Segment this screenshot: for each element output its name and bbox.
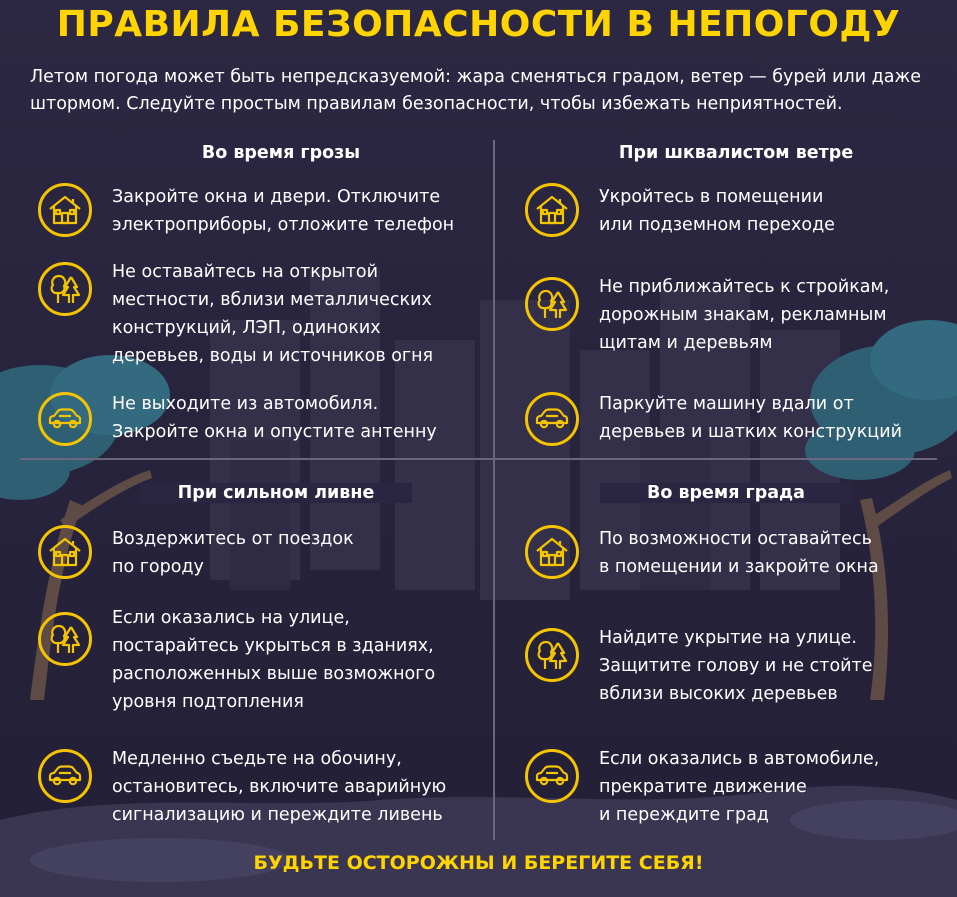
car-icon [38,392,92,446]
thunderstorm-item-2-text: Не оставайтесь на открытой местности, вблизи металлических конструкций, ЛЭП, одиноких деревьев, воды и источников огня [112,262,434,366]
section-hail-title: Во время града [600,483,852,503]
section-thunderstorm-title: Во время грозы [150,143,412,163]
house-icon [38,525,92,579]
car-icon [38,749,92,803]
thunderstorm-item-2 [38,258,433,370]
trees-icon [525,277,579,331]
car-icon [525,392,579,446]
house-icon [525,525,579,579]
downpour-item-1 [38,525,354,581]
trees-icon [38,612,92,666]
thunderstorm-item-1 [38,183,454,239]
downpour-item-3-text: Медленно съедьте на обочину, остановитесь, включите аварийную сигнализацию и переждите ливень [112,749,447,825]
squall-item-3-text: Паркуйте машину вдали от деревьев и шатких конструкций [599,394,902,442]
trees-icon [525,628,579,682]
squall-item-3 [525,390,902,446]
hail-item-2-text: Найдите укрытие на улице. Защитите голову и не стойте вблизи высоких деревьев [599,628,873,704]
squall-item-1-text: Укройтесь в помещении или подземном переходе [599,187,835,235]
horizontal-divider [20,458,937,460]
page-title: ПРАВИЛА БЕЗОПАСНОСТИ В НЕПОГОДУ [56,4,901,45]
hail-item-1 [525,525,879,581]
intro-text: Летом погода может быть непредсказуемой: жара сменяться градом, ветер — бурей или даже штормом. Следуйте простым правилам безопасности, чтобы избежать неприятностей. [30,67,922,114]
downpour-item-2-text: Если оказались на улице, постарайтесь укрыться в зданиях, расположенных выше возможного уровня подтопления [112,608,436,712]
hail-item-3-text: Если оказались в автомобиле, прекратите движение и переждите град [599,749,880,825]
vertical-divider [493,140,495,840]
house-icon [525,183,579,237]
squall-item-2-text: Не приближайтесь к стройкам, дорожным знакам, рекламным щитам и деревьям [599,277,890,353]
squall-item-2 [525,273,889,357]
footer-slogan: БУДЬТЕ ОСТОРОЖНЫ И БЕРЕГИТЕ СЕБЯ! [253,852,704,874]
house-icon [38,183,92,237]
hail-item-2 [525,624,872,708]
downpour-item-2 [38,604,435,716]
thunderstorm-item-3 [38,390,437,446]
downpour-item-3 [38,745,446,829]
car-icon [525,749,579,803]
trees-icon [38,262,92,316]
section-downpour-title: При сильном ливне [140,483,412,503]
hail-item-3 [525,745,879,829]
squall-item-1 [525,183,835,239]
thunderstorm-item-3-text: Не выходите из автомобиля. Закройте окна и опустите антенну [112,394,437,442]
downpour-item-1-text: Воздержитесь от поездок по городу [112,529,354,577]
hail-item-1-text: По возможности оставайтесь в помещении и закройте окна [599,529,879,577]
section-squall-title: При шквалистом ветре [590,143,882,163]
thunderstorm-item-1-text: Закройте окна и двери. Отключите электроприборы, отложите телефон [112,187,455,235]
